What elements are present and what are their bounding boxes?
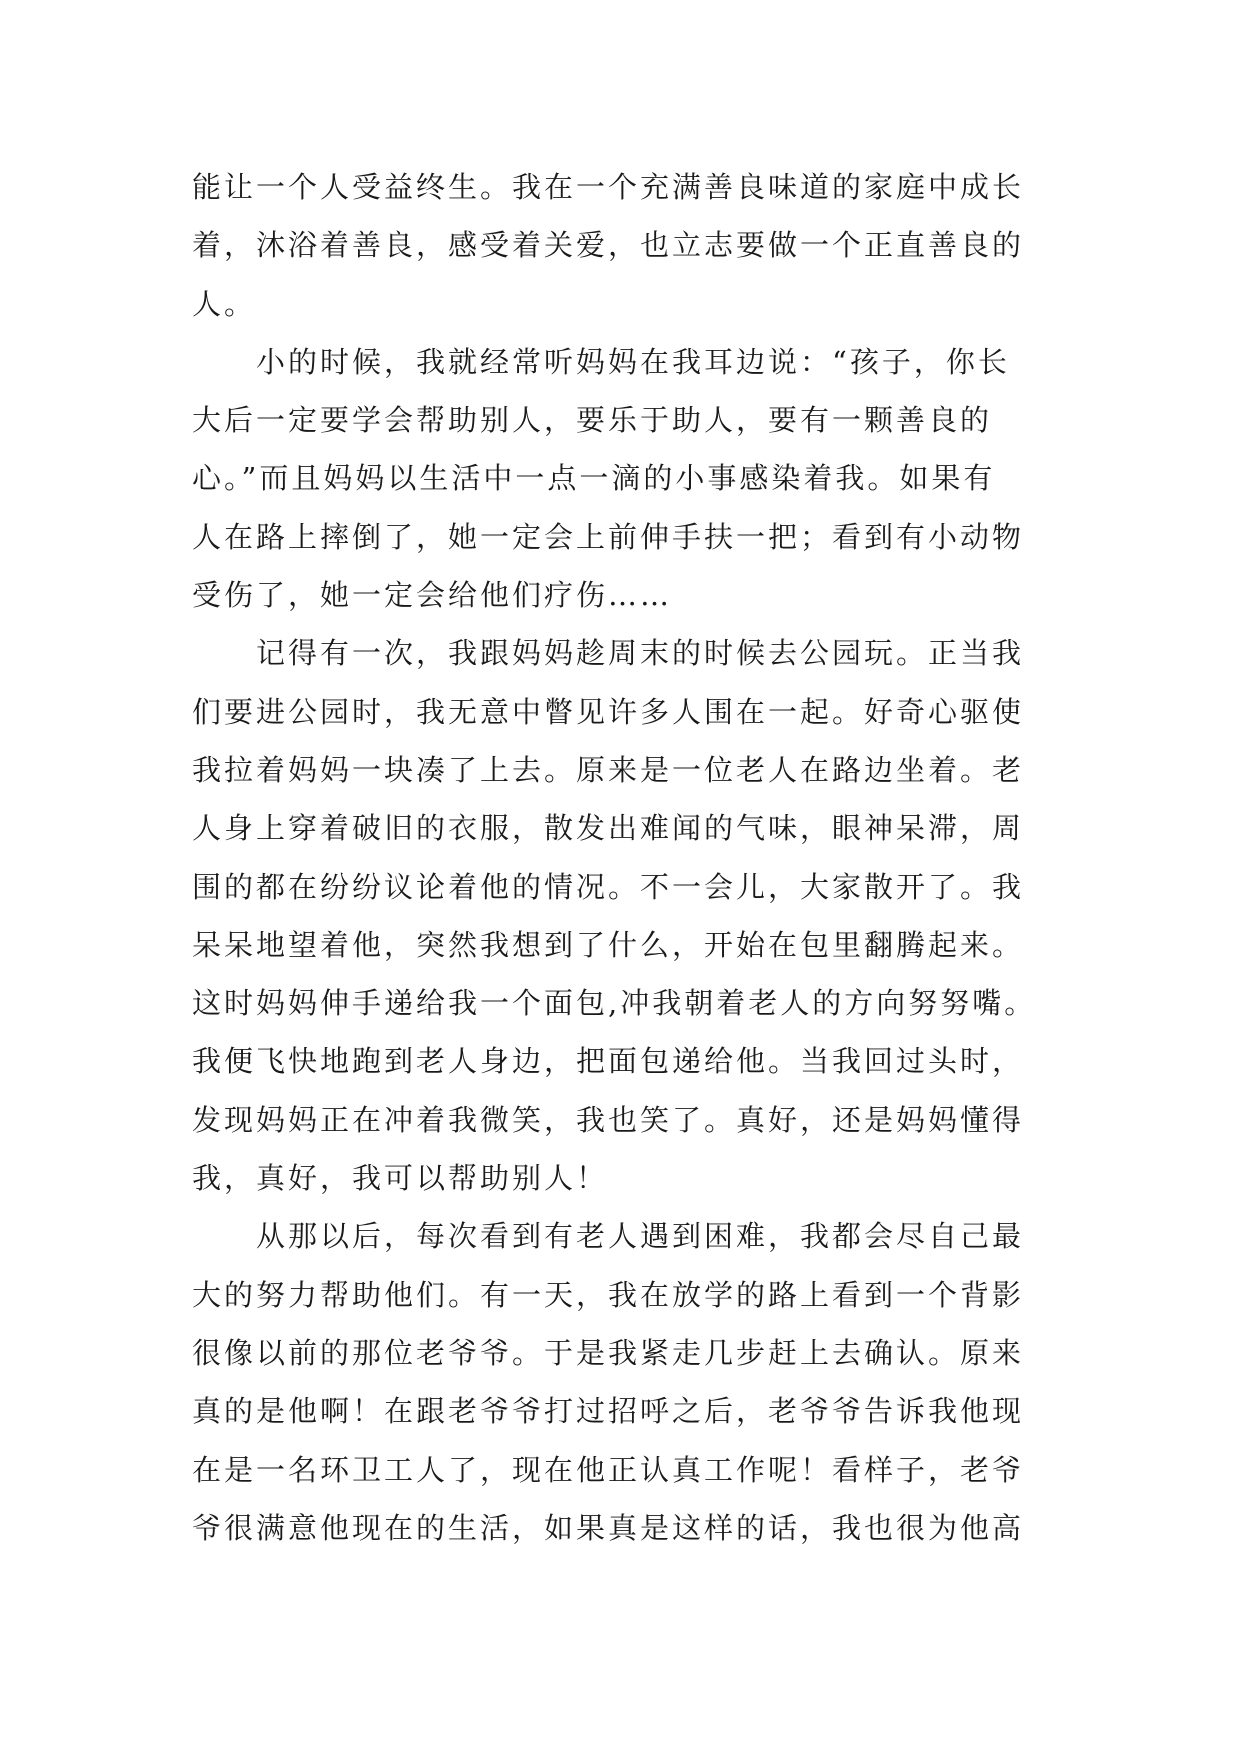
text-line: 大的努力帮助他们。有一天，我在放学的路上看到一个背影 <box>192 1277 1025 1312</box>
text-line: 着，沐浴着善良，感受着关爱，也立志要做一个正直善良的 <box>192 228 1025 263</box>
text-line: 记得有一次，我跟妈妈趁周末的时候去公园玩。正当我 <box>192 636 1025 671</box>
text-line: 我拉着妈妈一块凑了上去。原来是一位老人在路边坐着。老 <box>192 752 1025 787</box>
text-line: 能让一个人受益终生。我在一个充满善良味道的家庭中成长 <box>192 170 1025 204</box>
text-line: 从那以后，每次看到有老人遇到困难，我都会尽自己最 <box>192 1219 1025 1254</box>
text-line: 人在路上摔倒了，她一定会上前伸手扶一把；看到有小动物 <box>192 519 1025 554</box>
text-line: 人身上穿着破旧的衣服，散发出难闻的气味，眼神呆滞，周 <box>192 811 1025 846</box>
text-line: 心。”而且妈妈以生活中一点一滴的小事感染着我。如果有 <box>192 461 996 496</box>
text-line: 我，真好，我可以帮助别人！ <box>192 1161 609 1196</box>
text-line: 围的都在纷纷议论着他的情况。不一会儿，大家散开了。我 <box>192 869 1025 904</box>
text-line: 在是一名环卫工人了，现在他正认真工作呢！看样子，老爷 <box>192 1452 1025 1487</box>
essay-body <box>192 158 1060 1557</box>
text-line: 爷很满意他现在的生活，如果真是这样的话，我也很为他高 <box>192 1510 1025 1545</box>
text-line: 小的时候，我就经常听妈妈在我耳边说：“孩子，你长 <box>192 344 1010 379</box>
text-line: 我便飞快地跑到老人身边，把面包递给他。当我回过头时， <box>192 1044 1025 1079</box>
text-line: 发现妈妈正在冲着我微笑，我也笑了。真好，还是妈妈懂得 <box>192 1102 1025 1137</box>
text-line: 真的是他啊！在跟老爷爷打过招呼之后，老爷爷告诉我他现 <box>192 1394 1025 1429</box>
text-line: 呆呆地望着他，突然我想到了什么，开始在包里翻腾起来。 <box>192 927 1025 962</box>
text-line: 人。 <box>192 286 257 321</box>
text-line: 受伤了，她一定会给他们疗伤…… <box>192 578 673 613</box>
text-line: 们要进公园时，我无意中瞥见许多人围在一起。好奇心驱使 <box>192 694 1025 729</box>
text-line: 大后一定要学会帮助别人，要乐于助人，要有一颗善良的 <box>192 403 993 438</box>
text-line: 这时妈妈伸手递给我一个面包,冲我朝着老人的方向努努嘴。 <box>192 986 1037 1021</box>
text-line: 很像以前的那位老爷爷。于是我紧走几步赶上去确认。原来 <box>192 1335 1025 1370</box>
